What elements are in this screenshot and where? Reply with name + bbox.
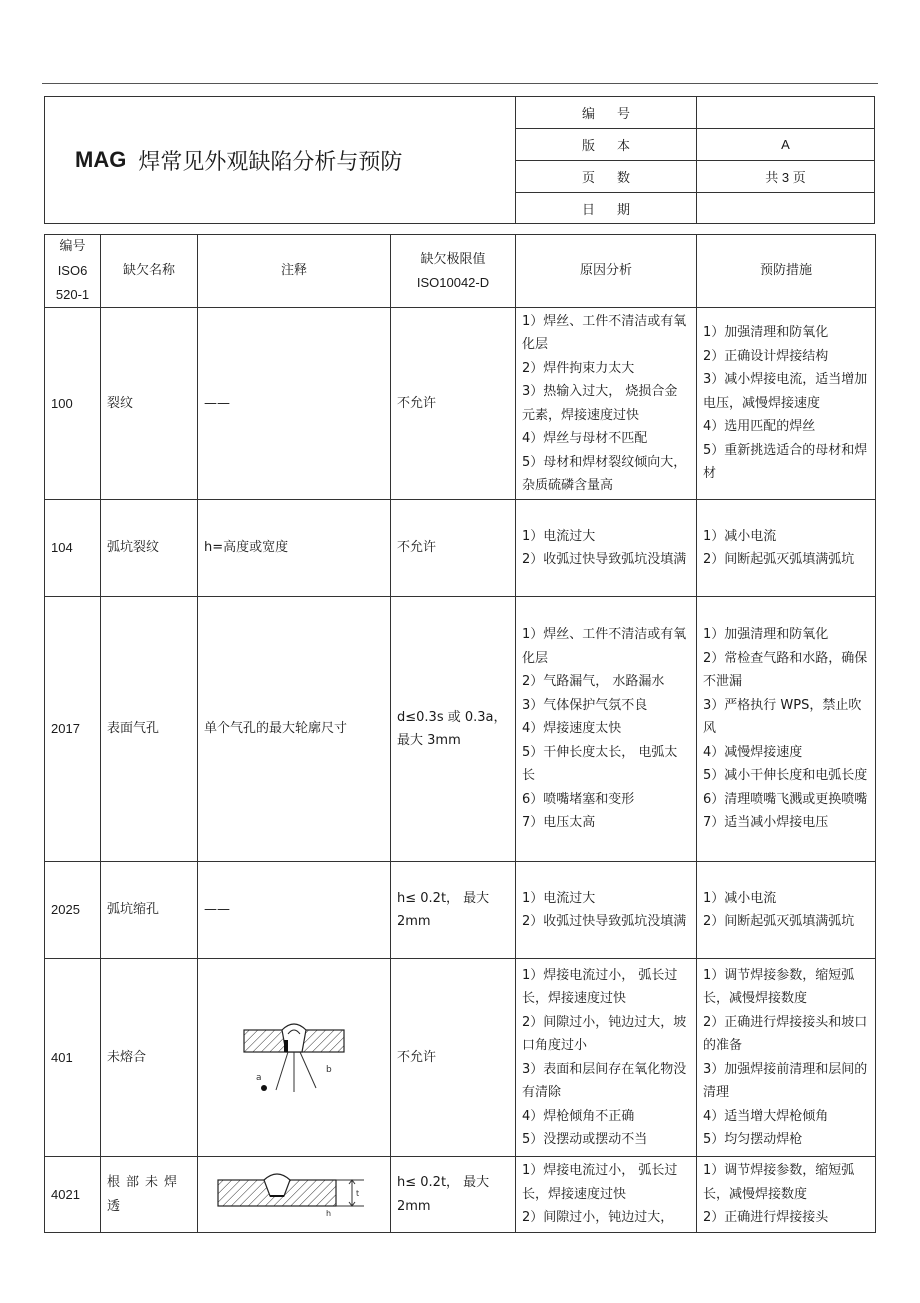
meta-key: 版本 bbox=[516, 129, 697, 160]
document-title bbox=[45, 97, 516, 223]
prevention-item: 1）加强清理和防氧化 bbox=[703, 325, 829, 341]
prevention-item: 1）减小电流 bbox=[703, 528, 777, 544]
defect-name: 弧坑裂纹 bbox=[101, 500, 198, 597]
prevention-item: 1）减小电流 bbox=[703, 890, 777, 906]
cause-item: 4）焊丝与母材不匹配 bbox=[522, 431, 648, 446]
col-header-number bbox=[45, 235, 101, 308]
prevention-item: 4）减慢焊接速度 bbox=[703, 744, 803, 760]
defect-limit: d≤0.3s 或 0.3a，最大 3mm bbox=[391, 597, 516, 862]
col-header-note: 注释 bbox=[198, 235, 391, 308]
defect-causes bbox=[516, 959, 697, 1157]
cause-item: 4）焊枪倾角不正确 bbox=[522, 1108, 635, 1124]
header-line: 缺欠极限值 bbox=[420, 251, 486, 267]
cause-item: 2）焊件拘束力太大 bbox=[522, 360, 635, 376]
cause-item: 2）收弧过快导致弧坑没填满 bbox=[522, 914, 687, 929]
prevention-item: 3）加强焊接前清理和层间的清理 bbox=[703, 1061, 868, 1100]
defect-name: 弧坑缩孔 bbox=[101, 862, 198, 959]
table-row bbox=[45, 500, 876, 597]
defect-code: 401 bbox=[45, 959, 101, 1157]
prevention-item: 5）均匀摆动焊枪 bbox=[703, 1132, 803, 1147]
defect-prevention bbox=[697, 1157, 876, 1233]
meta-key: 日期 bbox=[516, 193, 697, 224]
defect-note bbox=[198, 959, 391, 1157]
meta-row-version bbox=[516, 129, 874, 161]
cause-item: 4）焊接速度太快 bbox=[522, 721, 622, 737]
meta-value bbox=[697, 97, 874, 128]
defect-name: 未熔合 bbox=[101, 959, 198, 1157]
table-row bbox=[45, 1157, 876, 1233]
svg-text:b: b bbox=[326, 1064, 332, 1075]
defect-causes bbox=[516, 1157, 697, 1233]
defect-note: —— bbox=[198, 308, 391, 500]
defect-limit: h≤ 0.2t， 最大 2mm bbox=[391, 862, 516, 959]
meta-value: 共 3 页 bbox=[765, 170, 806, 185]
cause-item: 2）间隙过小，钝边过大，坡口角度过小 bbox=[522, 1014, 687, 1053]
cause-item: 1）焊丝、工件不清洁或有氧化层 bbox=[522, 313, 687, 352]
cause-item: 3）热输入过大， 烧损合金元素，焊接速度过快 bbox=[522, 384, 678, 423]
prevention-item: 3）减小焊接电流，适当增加电压，减慢焊接速度 bbox=[703, 372, 868, 411]
meta-value bbox=[697, 193, 874, 224]
header-line: 编号 bbox=[59, 239, 86, 254]
defect-code: 104 bbox=[45, 500, 101, 597]
defect-limit: 不允许 bbox=[391, 959, 516, 1157]
prevention-item: 2）正确进行焊接接头和坡口的准备 bbox=[703, 1014, 868, 1053]
prevention-item: 4）适当增大焊枪倾角 bbox=[703, 1108, 829, 1124]
meta-row-number bbox=[516, 97, 874, 129]
cause-item: 2）收弧过快导致弧坑没填满 bbox=[522, 552, 687, 567]
defect-causes bbox=[516, 500, 697, 597]
prevention-item: 1）调节焊接参数，缩短弧长，减慢焊接数度 bbox=[703, 967, 855, 1006]
meta-row-date bbox=[516, 193, 874, 224]
defect-table bbox=[44, 234, 876, 1233]
table-row bbox=[45, 862, 876, 959]
lack-of-fusion-sketch bbox=[242, 1020, 346, 1096]
cause-item: 2）气路漏气， 水路漏水 bbox=[522, 674, 665, 690]
cause-item: 7）电压太高 bbox=[522, 815, 596, 831]
prevention-item: 2）正确设计焊接结构 bbox=[703, 348, 829, 364]
cause-item: 3）表面和层间存在氧化物没有清除 bbox=[522, 1061, 687, 1100]
header-line: 520-1 bbox=[55, 287, 90, 302]
defect-code: 2017 bbox=[45, 597, 101, 862]
col-header-limit bbox=[391, 235, 516, 308]
defect-prevention bbox=[697, 597, 876, 862]
defect-name: 根部未焊透 bbox=[101, 1157, 198, 1233]
title-latin: MAG bbox=[75, 147, 127, 172]
cause-item: 1）电流过大 bbox=[522, 890, 596, 906]
meta-value: A bbox=[781, 137, 790, 152]
cause-item: 6）喷嘴堵塞和变形 bbox=[522, 791, 635, 807]
defect-limit: 不允许 bbox=[391, 308, 516, 500]
defect-causes bbox=[516, 862, 697, 959]
prevention-item: 5）减小干伸长度和电弧长度 bbox=[703, 768, 868, 784]
prevention-item: 1）加强清理和防氧化 bbox=[703, 627, 829, 643]
defect-prevention bbox=[697, 500, 876, 597]
defect-note: h=高度或宽度 bbox=[198, 500, 391, 597]
cause-item: 1）电流过大 bbox=[522, 528, 596, 544]
defect-note bbox=[198, 1157, 391, 1233]
defect-code: 100 bbox=[45, 308, 101, 500]
svg-text:h: h bbox=[326, 1208, 332, 1218]
page-rule bbox=[42, 83, 878, 84]
defect-prevention bbox=[697, 959, 876, 1157]
defect-prevention bbox=[697, 308, 876, 500]
cause-item: 2）间隙过小，钝边过大， bbox=[522, 1210, 674, 1226]
prevention-item: 2）间断起弧灭弧填满弧坑 bbox=[703, 914, 855, 929]
prevention-item: 2）间断起弧灭弧填满弧坑 bbox=[703, 552, 855, 567]
prevention-item: 3）严格执行 WPS，禁止吹风 bbox=[703, 697, 862, 737]
defect-causes bbox=[516, 597, 697, 862]
cause-item: 5）没摆动或摆动不当 bbox=[522, 1132, 648, 1147]
prevention-item: 2）常检查气路和水路，确保不泄漏 bbox=[703, 650, 868, 690]
document-header bbox=[44, 96, 875, 224]
title-chinese: 焊常见外观缺陷分析与预防 bbox=[138, 149, 403, 175]
col-header-name: 缺欠名称 bbox=[101, 235, 198, 308]
meta-key: 页数 bbox=[516, 161, 697, 192]
prevention-item: 1）调节焊接参数，缩短弧长，减慢焊接数度 bbox=[703, 1163, 855, 1202]
prevention-item: 7）适当减小焊接电压 bbox=[703, 815, 829, 831]
table-header-row bbox=[45, 235, 876, 308]
table-row bbox=[45, 597, 876, 862]
col-header-prevention: 预防措施 bbox=[697, 235, 876, 308]
defect-code: 2025 bbox=[45, 862, 101, 959]
defect-prevention bbox=[697, 862, 876, 959]
table-row bbox=[45, 959, 876, 1157]
cause-item: 5）母材和焊材裂纹倾向大，杂质硫磷含量高 bbox=[522, 454, 687, 493]
defect-note: —— bbox=[198, 862, 391, 959]
prevention-item: 2）正确进行焊接接头 bbox=[703, 1210, 829, 1226]
header-line: ISO10042-D bbox=[416, 275, 490, 290]
prevention-item: 4）选用匹配的焊丝 bbox=[703, 419, 816, 435]
meta-key: 编号 bbox=[516, 97, 697, 128]
meta-block bbox=[516, 97, 874, 224]
cause-item: 1）焊接电流过小， 弧长过长，焊接速度过快 bbox=[522, 1163, 678, 1202]
defect-limit: h≤ 0.2t， 最大 2mm bbox=[391, 1157, 516, 1233]
defect-causes bbox=[516, 308, 697, 500]
defect-limit: 不允许 bbox=[391, 500, 516, 597]
defect-note: 单个气孔的最大轮廓尺寸 bbox=[198, 597, 391, 862]
header-line: ISO6 bbox=[57, 263, 88, 278]
defect-code: 4021 bbox=[45, 1157, 101, 1233]
cause-item: 3）气体保护气氛不良 bbox=[522, 697, 648, 713]
table-row bbox=[45, 308, 876, 500]
meta-row-pages bbox=[516, 161, 874, 193]
svg-text:a: a bbox=[256, 1072, 262, 1083]
incomplete-penetration-sketch bbox=[214, 1172, 374, 1218]
defect-name: 表面气孔 bbox=[101, 597, 198, 862]
cause-item: 1）焊丝、工件不清洁或有氧化层 bbox=[522, 627, 687, 666]
cause-item: 1）焊接电流过小， 弧长过长，焊接速度过快 bbox=[522, 967, 678, 1006]
defect-name: 裂纹 bbox=[101, 308, 198, 500]
col-header-causes: 原因分析 bbox=[516, 235, 697, 308]
svg-text:t: t bbox=[356, 1188, 360, 1198]
prevention-item: 6）清理喷嘴飞溅或更换喷嘴 bbox=[703, 791, 868, 807]
cause-item: 5）干伸长度太长， 电弧太长 bbox=[522, 744, 678, 784]
prevention-item: 5）重新挑选适合的母材和焊材 bbox=[703, 442, 868, 482]
